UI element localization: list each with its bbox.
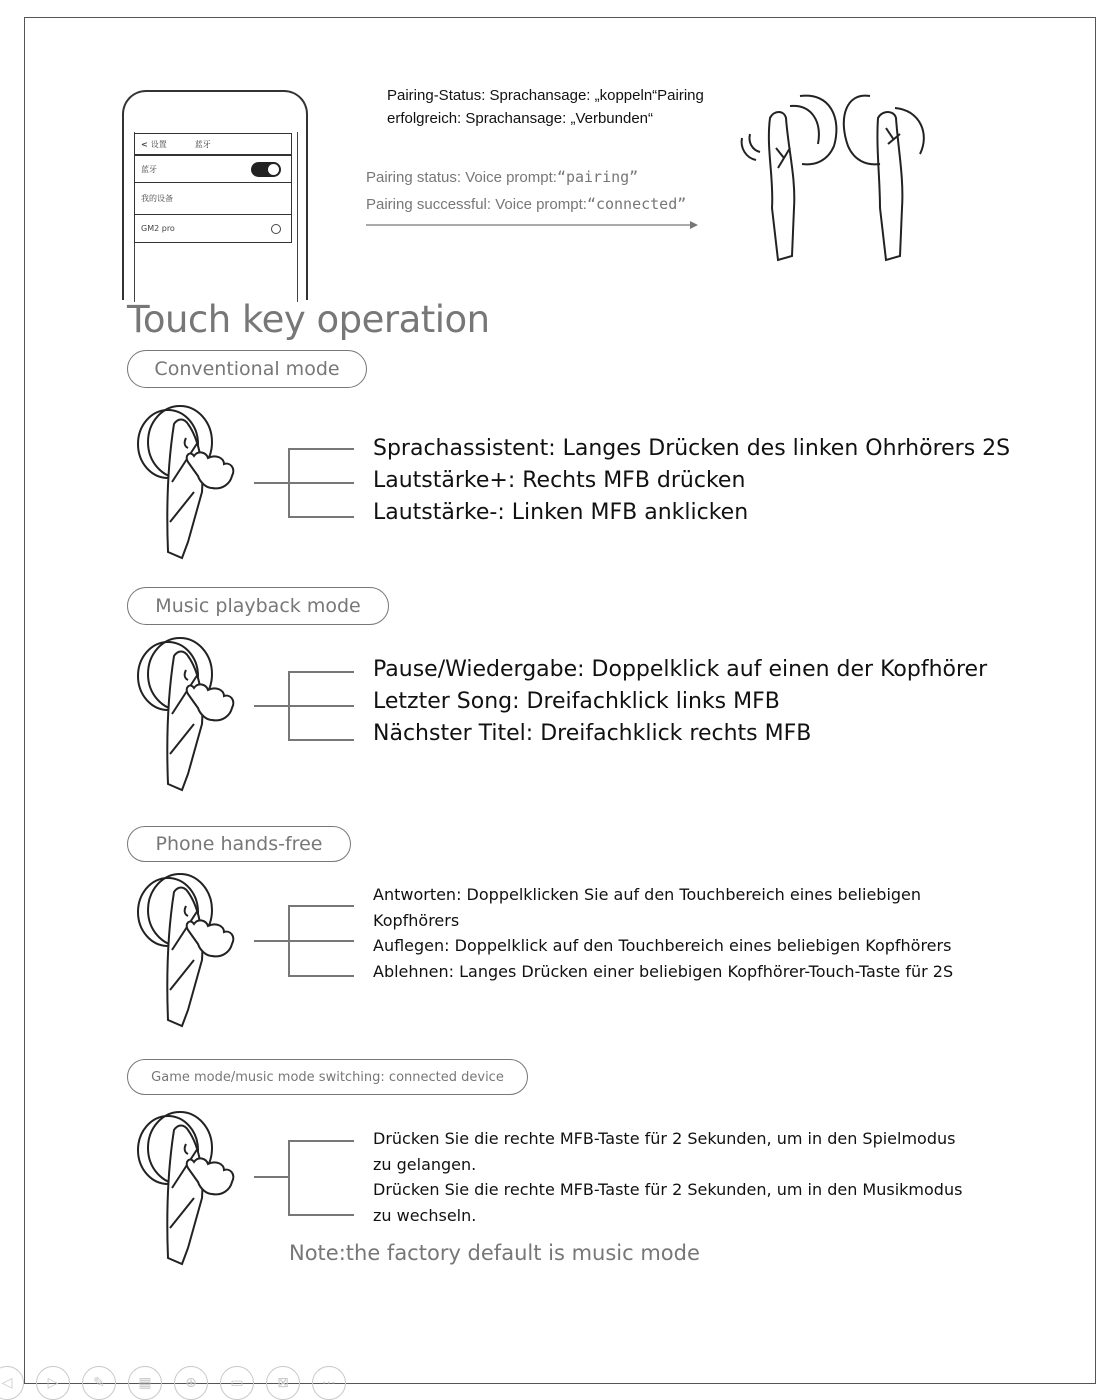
instruction-line: Pause/Wiedergabe: Doppelklick auf einen der Kopfhörer [373,657,988,682]
instruction-line: Letzter Song: Dreifachklick links MFB [373,689,780,714]
conventional-bracket [254,448,354,518]
phone-bracket [254,905,354,977]
earbud-touch-icon [132,634,242,794]
pen-icon[interactable]: ✎ [82,1366,116,1400]
music-bracket [254,671,354,741]
pairing-status-quote: “pairing” [556,168,639,186]
instruction-line: Antworten: Doppelklicken Sie auf den Touchbereich eines beliebigen [373,885,922,904]
pairing-de-line2: erfolgreich: Sprachansage: „Verbunden“ [387,110,654,127]
header-title: 蓝牙 [194,139,211,149]
earbuds-pair-icon [730,88,955,268]
instruction-line: zu gelangen. [373,1154,477,1174]
instruction-line: Ablehnen: Langes Drücken einer beliebigen Kopfhörer-Touch-Taste für 2S [373,961,954,981]
back-label: 设置 [150,139,167,149]
phone-handsfree-pill: Phone hands-free [127,826,351,862]
instruction-line: Sprachassistent: Langes Drücken des linken Ohrhörers 2S [373,436,1011,461]
back-chevron-icon: < [141,139,148,149]
conventional-mode-pill: Conventional mode [127,350,367,388]
instruction-line: Drücken Sie die rechte MFB-Taste für 2 Sekunden, um in den Musikmodus [373,1180,963,1199]
bluetooth-toggle [251,162,281,177]
pairing-en-status [366,168,638,186]
more-icon[interactable]: ⋯ [312,1366,346,1400]
section-heading: Touch key operation [127,298,490,341]
phone-instructions [373,882,1063,984]
pairing-de-line1: Pairing-Status: Sprachansage: „koppeln“Pairing [387,87,704,104]
bluetooth-label: 蓝牙 [141,164,157,174]
info-icon [271,224,281,234]
play-icon[interactable]: ▷ [36,1366,70,1400]
instruction-line: Drücken Sie die rechte MFB-Taste für 2 Sekunden, um in den Spielmodus [373,1129,956,1148]
instruction-line: Nächster Titel: Dreifachklick rechts MFB [373,721,812,746]
pairing-en-success [366,195,686,213]
pairing-de-text [387,84,704,130]
screen-icon[interactable]: ⊠ [266,1366,300,1400]
instruction-line: Kopfhörers [373,910,460,930]
earbud-touch-icon [132,870,242,1030]
game-instructions [373,1126,1063,1228]
pairing-status-prefix: Pairing status: Voice prompt: [366,169,557,186]
phone-device-row [134,215,292,243]
zoom-icon[interactable]: ⊕ [174,1366,208,1400]
instruction-line: Auflegen: Doppelklick auf den Touchbereich eines beliebigen Kopfhörers [373,936,952,955]
conventional-instructions [373,433,1010,529]
instruction-line: zu wechseln. [373,1205,477,1225]
pairing-success-prefix: Pairing successful: Voice prompt: [366,196,587,213]
game-bracket [254,1140,354,1216]
my-devices-label: 我的设备 [141,194,173,203]
grid-icon[interactable]: ▦ [128,1366,162,1400]
phone-my-devices-row [134,183,292,215]
phone-header-row [134,133,292,155]
factory-default-note: Note:the factory default is music mode [289,1241,700,1265]
phone-bluetooth-row [134,155,292,183]
prev-icon[interactable]: ◁ [0,1366,24,1400]
pairing-arrow-icon [366,218,698,232]
music-instructions [373,654,987,750]
pairing-success-quote: “connected” [586,195,687,213]
game-mode-pill: Game mode/music mode switching: connected device [127,1059,528,1095]
instruction-line: Lautstärke+: Rechts MFB drücken [373,468,746,493]
subtitle-icon[interactable]: ▭ [220,1366,254,1400]
music-mode-pill: Music playback mode [127,587,389,625]
instruction-line: Lautstärke-: Linken MFB anklicken [373,500,749,525]
earbud-touch-icon [132,402,242,562]
device-name: GM2 pro [141,224,175,233]
earbud-touch-icon [132,1108,242,1268]
